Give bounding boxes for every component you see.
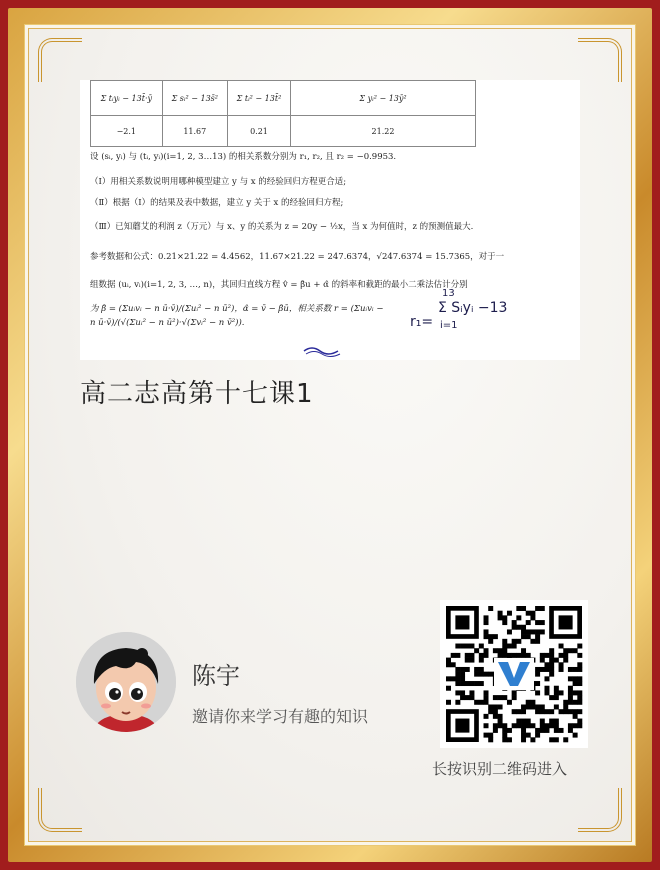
- handwriting-sum-bottom: i=1: [440, 320, 458, 331]
- cartoon-avatar-icon: [76, 632, 176, 732]
- problem-line: 参考数据和公式：0.21×21.22 = 4.4562，11.67×21.22 = 247.6374，√247.6374 = 15.7365，对于一: [90, 252, 505, 262]
- table-cell: 21.22: [291, 116, 476, 147]
- table-cell: −2.1: [91, 116, 163, 147]
- user-tagline: 邀请你来学习有趣的知识: [192, 707, 369, 726]
- problem-line: （Ⅱ）根据（Ⅰ）的结果及表中数据，建立 y 关于 x 的经验回归方程;: [90, 198, 344, 208]
- ornament-corner-icon: [578, 788, 622, 832]
- qr-code-icon: [440, 600, 588, 748]
- ornament-corner-icon: [38, 38, 82, 82]
- page-title: 高二志高第十七课1: [80, 379, 314, 409]
- qr-caption: 长按识别二维码进入: [432, 760, 568, 778]
- table-header: Σ yᵢ² − 13ȳ²: [291, 81, 476, 116]
- avatar: [76, 632, 176, 732]
- handwriting-sum-top: 13: [442, 288, 455, 299]
- data-table: [90, 80, 476, 147]
- user-name: 陈宇: [192, 662, 240, 690]
- table-cell: 0.21: [227, 116, 290, 147]
- table-cell: 11.67: [162, 116, 227, 147]
- handwriting-scribble-icon: [302, 345, 342, 357]
- handwriting-sum: Σ Sᵢyᵢ −13: [438, 300, 508, 316]
- table-header: Σ tᵢyᵢ − 13t̄·ȳ: [91, 81, 163, 116]
- ornament-corner-icon: [578, 38, 622, 82]
- ornament-corner-icon: [38, 788, 82, 832]
- problem-line: （Ⅲ）已知蘑艾的利润 z（万元）与 x、y 的关系为 z = 20y − ½x，当 x 为何值时，z 的预测值最大.: [90, 222, 474, 232]
- table-header: Σ tᵢ² − 13t̄²: [227, 81, 290, 116]
- qr-code[interactable]: [440, 600, 588, 748]
- lesson-document-image: [80, 80, 580, 360]
- formula-line: 为 β̂ = (Σuᵢvᵢ − n ū·v̄)/(Σuᵢ² − n ū²)，α̂ = v̄ − β̂ū，相关系数 r = (Σuᵢvᵢ − n ū·v̄)/(√(Σuᵢ² − n ū²)·√(Σvᵢ² − n v̄²)).: [90, 304, 384, 328]
- handwriting-r1: r₁=: [410, 314, 434, 330]
- problem-line: 组数据 (uᵢ, vᵢ)(i=1, 2, 3, …, n)，其回归直线方程 v̂ = β̂u + α̂ 的斜率和截距的最小二乘法估计分别: [90, 280, 468, 290]
- problem-line: （Ⅰ）用相关系数说明用哪种模型建立 y 与 x 的经验回归方程更合适;: [90, 177, 347, 187]
- table-header: Σ sᵢ² − 13s̄²: [162, 81, 227, 116]
- problem-line: 设 (sᵢ, yᵢ) 与 (tᵢ, yᵢ)(i=1, 2, 3…13) 的相关系数分别为 r₁, r₂, 且 r₂ = −0.9953.: [90, 152, 397, 162]
